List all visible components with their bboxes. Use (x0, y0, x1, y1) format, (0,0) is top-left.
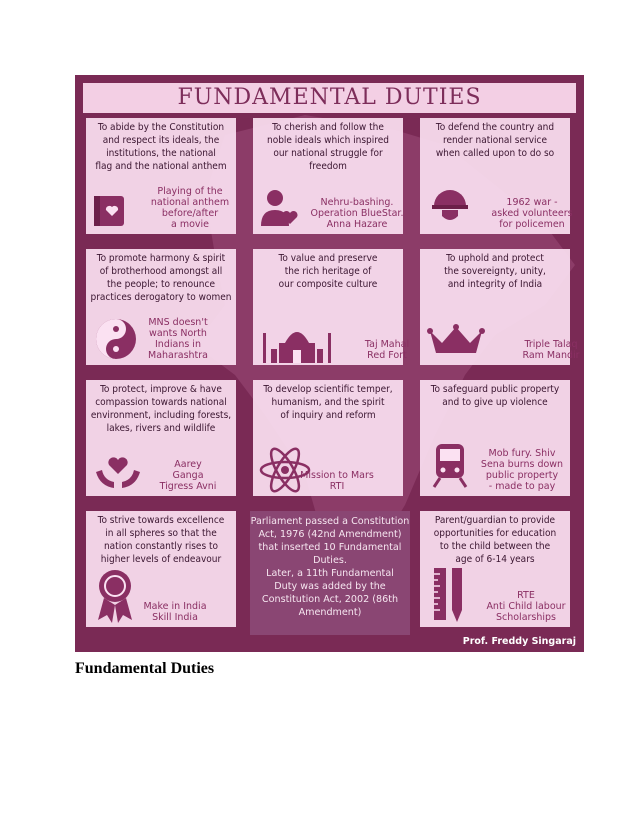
duty-line: To protect, improve & have (100, 384, 222, 395)
amendment-line: that inserted 10 Fundamental (258, 542, 402, 553)
duty-text (89, 383, 233, 435)
amendment-line: Duties. (313, 555, 347, 566)
duty-line: age of 6-14 years (455, 554, 535, 565)
example-note-line: Tigress Avni (159, 481, 217, 492)
example-note-line: Ganga (172, 470, 204, 481)
duty-line: To value and preserve (278, 253, 378, 264)
duty-line: and to give up violence (442, 397, 548, 408)
example-note-line: national anthem (150, 197, 230, 208)
example-note-line: Nehru-bashing. (320, 197, 394, 208)
amendment-line: Amendment) (298, 607, 362, 618)
duty-line: higher levels of endeavour (100, 554, 222, 565)
duty-card (86, 118, 236, 234)
yin-yang-icon (92, 315, 140, 367)
duty-line: noble ideals which inspired (266, 135, 390, 146)
example-note-line: Scholarships (495, 612, 557, 623)
example-note-line: Mission to Mars (300, 470, 374, 481)
award-ribbon-icon (92, 566, 138, 628)
duty-card (86, 511, 236, 627)
example-note-line: public property (485, 470, 559, 481)
duty-card (253, 118, 403, 234)
amendment-line: Parliament passed a Constitution (250, 516, 410, 527)
example-note-line: RTI (329, 481, 345, 492)
soldier-helmet-icon (428, 184, 472, 232)
duty-line: institutions, the national (106, 148, 216, 159)
duty-line: To strive towards excellence (97, 515, 225, 526)
example-note-line: a movie (170, 219, 209, 230)
duty-line: the sovereignty, unity, (444, 266, 546, 277)
ruler-pencil-icon (430, 566, 470, 628)
duty-text (89, 252, 233, 304)
example-note-line: RTE (517, 590, 535, 601)
example-note-line: asked volunteers (491, 208, 573, 219)
duty-card (420, 380, 570, 496)
amendment-info-text (250, 515, 410, 619)
poster-title: FUNDAMENTAL DUTIES (177, 85, 482, 110)
example-note-line: Maharashtra (147, 350, 209, 361)
duty-line: opportunities for education (433, 528, 557, 539)
duty-card (253, 380, 403, 496)
duty-text (423, 121, 567, 160)
duty-line: To uphold and protect (446, 253, 544, 264)
example-note (160, 459, 217, 492)
duty-line: compassion towards national (95, 397, 227, 408)
example-note (143, 601, 206, 623)
train-icon (430, 440, 470, 492)
duty-line: freedom (309, 161, 347, 172)
duty-text (256, 121, 400, 173)
taj-mahal-icon (259, 323, 335, 367)
duty-line: our national struggle for (273, 148, 383, 159)
example-note-line: 1962 war - (506, 197, 558, 208)
example-note (148, 317, 208, 361)
duty-line: our composite culture (278, 279, 378, 290)
example-note-line: - made to pay (488, 481, 556, 492)
amendment-line: Duty was added by the (274, 581, 386, 592)
example-note (300, 470, 374, 492)
example-note-line: Ram Mandir (522, 350, 580, 361)
duty-line: practices derogatory to women (90, 292, 232, 303)
duty-text (423, 514, 567, 566)
example-note (491, 197, 572, 230)
example-note-line: Anti Child labour (486, 601, 566, 612)
duty-line: nation constantly rises to (103, 541, 219, 552)
duty-line: to the child between the (439, 541, 551, 552)
example-note-line: for policemen (499, 219, 565, 230)
hands-heart-icon (92, 452, 144, 496)
example-note-line: Playing of the (157, 186, 223, 197)
example-note (486, 590, 565, 623)
example-note-line: wants North (149, 328, 207, 339)
example-note (522, 339, 579, 361)
example-note-line: Aarey (174, 459, 202, 470)
duty-text (256, 383, 400, 422)
duty-card (86, 380, 236, 496)
example-note-line: Indians in (155, 339, 201, 350)
duty-line: lakes, rivers and wildlife (106, 423, 216, 434)
duty-text (423, 383, 567, 409)
example-note-line: before/after (161, 208, 219, 219)
example-note-line: Sena burns down (480, 459, 564, 470)
duty-line: Parent/guardian to provide (434, 515, 556, 526)
duty-line: render national service (442, 135, 548, 146)
example-note (151, 186, 229, 230)
duty-card (253, 249, 410, 365)
example-note-line: Red Fort (367, 350, 407, 361)
duty-line: To safeguard public property (430, 384, 560, 395)
duty-line: To cherish and follow the (272, 122, 384, 133)
duty-card (420, 249, 580, 365)
example-note (311, 197, 404, 230)
example-note (365, 339, 409, 361)
fundamental-duties-infographic (75, 75, 584, 652)
duty-line: of brotherhood amongst all (99, 266, 223, 277)
duty-line: in all spheres so that the (105, 528, 217, 539)
amendment-info-box (250, 511, 410, 635)
example-note-line: Skill India (152, 612, 198, 623)
duty-card (420, 511, 570, 627)
duty-line: and respect its ideals, the (102, 135, 220, 146)
duty-line: when called upon to do so (435, 148, 555, 159)
duty-line: of inquiry and reform (280, 410, 376, 421)
duty-line: To develop scientific temper, (263, 384, 393, 395)
duty-line: To promote harmony & spirit (96, 253, 226, 264)
example-note (481, 448, 563, 492)
title-banner (83, 83, 576, 113)
example-note-line: Operation BlueStar. (310, 208, 404, 219)
duty-line: and integrity of India (447, 279, 543, 290)
duty-text (423, 252, 567, 291)
duty-text (89, 121, 233, 173)
amendment-line: Later, a 11th Fundamental (266, 568, 394, 579)
duty-line: To abide by the Constitution (97, 122, 225, 133)
person-heart-icon (257, 186, 301, 234)
duty-line: the people; to renounce (106, 279, 215, 290)
amendment-line: Act, 1976 (42nd Amendment) (258, 529, 402, 540)
crown-icon (426, 323, 486, 361)
example-note-line: Taj Mahal (364, 339, 410, 350)
example-note-line: Mob fury. Shiv (488, 448, 556, 459)
duty-line: humanism, and the spirit (271, 397, 385, 408)
duty-text (89, 514, 233, 566)
example-note-line: Anna Hazare (326, 219, 388, 230)
duty-card (420, 118, 573, 234)
duty-line: flag and the national anthem (95, 161, 227, 172)
duty-card (86, 249, 236, 365)
duty-line: the rich heritage of (284, 266, 372, 277)
example-note-line: Triple Talaq (524, 339, 578, 350)
figure-caption: Fundamental Duties (75, 660, 215, 677)
author-credit: Prof. Freddy Singaraj (462, 636, 576, 647)
example-note-line: Make in India (143, 601, 207, 612)
book-heart-icon (90, 190, 130, 234)
duty-line: To defend the country and (435, 122, 555, 133)
example-note-line: MNS doesn't (148, 317, 208, 328)
duty-line: environment, including forests, (90, 410, 232, 421)
duty-text (256, 252, 400, 291)
amendment-line: Constitution Act, 2002 (86th (261, 594, 399, 605)
